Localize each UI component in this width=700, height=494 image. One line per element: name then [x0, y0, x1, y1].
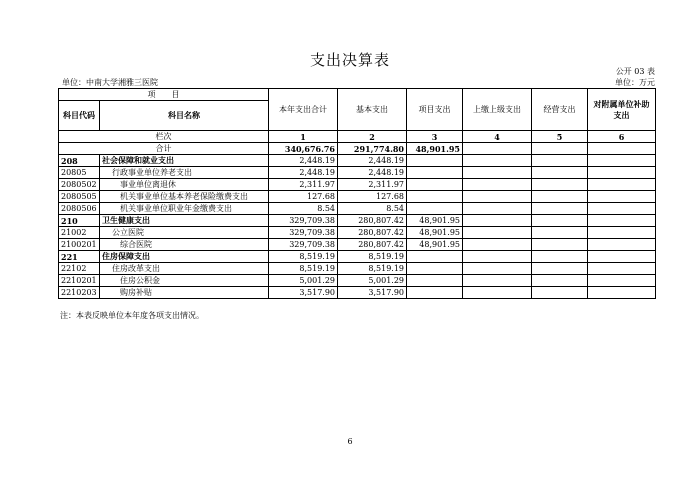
table-row — [59, 167, 656, 179]
value-business — [532, 203, 588, 215]
value-total: 8.54 — [269, 203, 338, 215]
index-2: 2 — [338, 131, 407, 143]
value-total: 8,519.19 — [269, 263, 338, 275]
value-upper — [463, 215, 532, 227]
index-4: 4 — [463, 131, 532, 143]
header-name: 科目名称 — [100, 101, 269, 131]
value-business — [532, 239, 588, 251]
subject-code: 2080502 — [59, 179, 100, 191]
index-5: 5 — [532, 131, 588, 143]
index-6: 6 — [588, 131, 656, 143]
reporting-unit: 单位：中南大学湘雅三医院 — [62, 78, 158, 87]
header-total: 本年支出合计 — [269, 89, 338, 131]
subject-code: 208 — [59, 155, 100, 167]
value-subsidy — [588, 239, 656, 251]
value-total: 8,519.19 — [269, 251, 338, 263]
table-row — [59, 239, 656, 251]
subject-name: 行政事业单位养老支出 — [100, 167, 269, 179]
subject-code: 221 — [59, 251, 100, 263]
table-row — [59, 227, 656, 239]
value-upper — [463, 263, 532, 275]
header-subsidy: 对附属单位补助支出 — [588, 89, 656, 131]
value-basic: 5,001.29 — [338, 275, 407, 287]
value-subsidy — [588, 167, 656, 179]
total-label: 合计 — [59, 143, 269, 155]
total-value-2: 291,774.80 — [338, 143, 407, 155]
index-1: 1 — [269, 131, 338, 143]
header-code: 科目代码 — [59, 101, 100, 131]
subject-name: 住房改革支出 — [100, 263, 269, 275]
value-project — [407, 275, 463, 287]
subject-code: 2100201 — [59, 239, 100, 251]
value-subsidy — [588, 203, 656, 215]
value-subsidy — [588, 179, 656, 191]
value-basic: 2,448.19 — [338, 155, 407, 167]
value-subsidy — [588, 191, 656, 203]
header-upper: 上缴上级支出 — [463, 89, 532, 131]
value-business — [532, 155, 588, 167]
table-row — [59, 263, 656, 275]
subject-name: 卫生健康支出 — [100, 215, 269, 227]
value-basic: 280,807.42 — [338, 227, 407, 239]
total-row — [59, 143, 656, 155]
subject-name: 事业单位离退休 — [100, 179, 269, 191]
value-subsidy — [588, 251, 656, 263]
subject-name: 住房保障支出 — [100, 251, 269, 263]
table-row — [59, 287, 656, 299]
subject-name: 机关事业单位基本养老保险缴费支出 — [100, 191, 269, 203]
subject-name: 购房补贴 — [100, 287, 269, 299]
subject-code: 2210201 — [59, 275, 100, 287]
total-value-1: 340,676.76 — [269, 143, 338, 155]
value-total: 2,448.19 — [269, 167, 338, 179]
subject-code: 20805 — [59, 167, 100, 179]
value-business — [532, 179, 588, 191]
subject-name: 住房公积金 — [100, 275, 269, 287]
value-upper — [463, 155, 532, 167]
subject-code: 210 — [59, 215, 100, 227]
value-basic: 8,519.19 — [338, 263, 407, 275]
table-row — [59, 155, 656, 167]
value-project — [407, 191, 463, 203]
footnote: 注：本表反映单位本年度各项支出情况。 — [60, 311, 204, 320]
value-total: 329,709.38 — [269, 215, 338, 227]
value-total: 329,709.38 — [269, 239, 338, 251]
table-row — [59, 251, 656, 263]
value-subsidy — [588, 155, 656, 167]
value-upper — [463, 179, 532, 191]
value-project — [407, 155, 463, 167]
value-project — [407, 263, 463, 275]
currency-unit: 单位：万元 — [615, 78, 655, 87]
subject-name: 社会保障和就业支出 — [100, 155, 269, 167]
value-subsidy — [588, 215, 656, 227]
value-subsidy — [588, 287, 656, 299]
value-business — [532, 275, 588, 287]
value-business — [532, 167, 588, 179]
subject-code: 21002 — [59, 227, 100, 239]
form-number: 公开 03 表 — [615, 67, 655, 76]
subject-code: 22102 — [59, 263, 100, 275]
value-upper — [463, 191, 532, 203]
value-total: 3,517.90 — [269, 287, 338, 299]
value-total: 5,001.29 — [269, 275, 338, 287]
value-basic: 2,311.97 — [338, 179, 407, 191]
value-project: 48,901.95 — [407, 215, 463, 227]
header-item-group: 项 目 — [59, 89, 269, 101]
document-title: 支出决算表 — [309, 51, 390, 69]
value-project — [407, 203, 463, 215]
value-total: 329,709.38 — [269, 227, 338, 239]
value-business — [532, 215, 588, 227]
value-basic: 280,807.42 — [338, 215, 407, 227]
value-basic: 280,807.42 — [338, 239, 407, 251]
header-project: 项目支出 — [407, 89, 463, 131]
value-project — [407, 287, 463, 299]
value-basic: 8.54 — [338, 203, 407, 215]
table-row — [59, 191, 656, 203]
value-subsidy — [588, 275, 656, 287]
value-upper — [463, 167, 532, 179]
value-upper — [463, 239, 532, 251]
value-business — [532, 191, 588, 203]
total-value-3: 48,901.95 — [407, 143, 463, 155]
value-business — [532, 287, 588, 299]
value-total: 2,448.19 — [269, 155, 338, 167]
value-basic: 8,519.19 — [338, 251, 407, 263]
value-upper — [463, 287, 532, 299]
page-number: 6 — [347, 437, 353, 446]
value-upper — [463, 275, 532, 287]
subject-code: 2210203 — [59, 287, 100, 299]
value-basic: 2,448.19 — [338, 167, 407, 179]
value-subsidy — [588, 227, 656, 239]
value-basic: 3,517.90 — [338, 287, 407, 299]
header-business: 经营支出 — [532, 89, 588, 131]
value-project — [407, 167, 463, 179]
value-subsidy — [588, 263, 656, 275]
subject-name: 公立医院 — [100, 227, 269, 239]
value-business — [532, 227, 588, 239]
table-row — [59, 275, 656, 287]
table-row — [59, 215, 656, 227]
value-upper — [463, 203, 532, 215]
value-upper — [463, 227, 532, 239]
subject-name: 机关事业单位职业年金缴费支出 — [100, 203, 269, 215]
value-basic: 127.68 — [338, 191, 407, 203]
value-upper — [463, 251, 532, 263]
value-project — [407, 179, 463, 191]
index-label: 栏次 — [59, 131, 269, 143]
value-business — [532, 251, 588, 263]
table-row — [59, 179, 656, 191]
value-total: 2,311.97 — [269, 179, 338, 191]
value-project: 48,901.95 — [407, 227, 463, 239]
index-row — [59, 131, 656, 143]
subject-code: 2080506 — [59, 203, 100, 215]
expenditure-table — [58, 88, 656, 299]
index-3: 3 — [407, 131, 463, 143]
value-business — [532, 263, 588, 275]
header-basic: 基本支出 — [338, 89, 407, 131]
subject-name: 综合医院 — [100, 239, 269, 251]
subject-code: 2080505 — [59, 191, 100, 203]
value-project — [407, 251, 463, 263]
value-project: 48,901.95 — [407, 239, 463, 251]
value-total: 127.68 — [269, 191, 338, 203]
table-row — [59, 203, 656, 215]
